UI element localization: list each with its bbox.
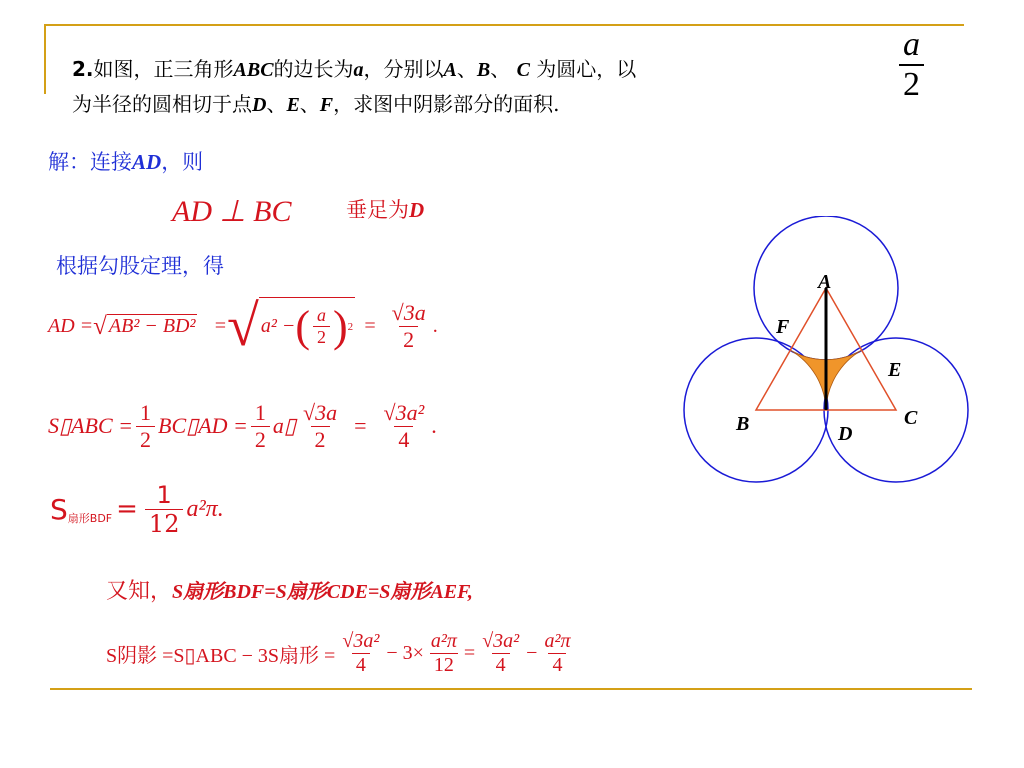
sep: 、 <box>490 57 517 81</box>
problem-text: ，分别以 <box>363 57 444 81</box>
foot-text: 垂足为 <box>346 198 409 222</box>
pythagoras-line: 根据勾股定理，得 <box>56 254 224 278</box>
sector-num: 1 <box>156 480 172 509</box>
label-d: D <box>838 423 853 445</box>
shaded-area-equation <box>106 618 577 688</box>
ad-result-num: √3a <box>391 299 426 325</box>
label-f: F <box>776 316 790 338</box>
sector-tail: a²π. <box>186 495 224 522</box>
minus-three: − 3× <box>386 641 424 664</box>
geometry-figure <box>680 216 980 496</box>
problem-text: 为圆心，以 <box>529 57 637 81</box>
left-rule <box>44 24 46 94</box>
frac-den: 2 <box>313 326 330 348</box>
ad-root-content: AB² − BD² <box>108 314 196 337</box>
foot-statement <box>346 194 424 224</box>
triangle-name: ABC <box>233 59 274 81</box>
label-b: B <box>736 413 750 435</box>
equals: = <box>213 314 227 337</box>
also-text: 又知， <box>106 579 173 604</box>
equals: = <box>463 641 476 664</box>
problem-text: 为半径的圆相切于点 <box>72 92 252 116</box>
area-r1-num: √3a <box>303 399 338 425</box>
ad-lhs: AD = <box>48 314 94 337</box>
point-b: B <box>476 59 491 81</box>
top-rule <box>44 24 964 26</box>
point-a: A <box>443 59 457 81</box>
sep: 、 <box>266 92 287 116</box>
area-r2-num: √3a² <box>383 399 425 425</box>
problem-text: ，求图中阴影部分的面积. <box>333 92 560 116</box>
radius-fraction <box>896 26 927 104</box>
area-lhs: S▯ABC = <box>48 413 134 438</box>
half-den: 2 <box>136 426 155 453</box>
point-f: F <box>319 94 334 116</box>
label-a: A <box>818 271 832 293</box>
shade-t3-den: 4 <box>492 653 510 677</box>
equal-sectors-line <box>106 574 473 605</box>
radius-num: a <box>903 26 920 63</box>
shade-t1-num: √3a² <box>342 629 380 652</box>
sep: 、 <box>299 92 320 116</box>
area-r1-den: 2 <box>311 426 330 453</box>
equals: = <box>116 494 138 524</box>
bottom-rule <box>50 688 972 690</box>
ad-equation: AD = √ AB² − BD² = √ a² − ( $\frac{a}{2}$ ) 2 = $\frac{√3a}{2}$ . <box>48 293 438 358</box>
shade-t1-den: 4 <box>352 653 370 677</box>
minus: − <box>526 641 538 664</box>
sector-den: 12 <box>145 509 184 538</box>
intro-text: ，则 <box>161 150 204 174</box>
shade-t4-den: 4 <box>548 653 566 677</box>
shade-t4-num: a²π <box>544 629 571 652</box>
ad-result-den: 2 <box>399 326 418 353</box>
area-r2-den: 4 <box>394 426 413 453</box>
area-a: a▯ <box>272 413 297 438</box>
shade-lhs: S阴影 =S▯ABC − 3S扇形 = <box>106 644 336 667</box>
solution-intro <box>48 146 203 176</box>
label-e: E <box>888 359 902 381</box>
ad-root-2: √ a² − ( $\frac{a}{2}$ ) 2 <box>226 293 354 358</box>
triangle-area-equation: S▯ABC = $\frac{1}{2}$ BC▯AD = $\frac{1}{2}$ a▯ $\frac{√3a}{2}$ = $\frac{\text{√3a²}}{4}$ . <box>48 399 437 452</box>
half-num: 1 <box>140 399 152 425</box>
foot-point: D <box>409 198 425 222</box>
sector-sub: 扇形BDF <box>67 512 113 525</box>
point-d: D <box>252 94 267 116</box>
shade-t2-num: a²π <box>430 629 457 652</box>
label-c: C <box>904 407 918 429</box>
sector-area-equation <box>50 474 224 544</box>
segment-ad: AD <box>132 150 162 174</box>
radius-den: 2 <box>899 64 924 104</box>
sep: 、 <box>456 57 477 81</box>
problem-number: 2. <box>72 57 94 81</box>
shade-t3-num: √3a² <box>482 629 520 652</box>
area-mid: BC▯AD = <box>158 413 248 438</box>
problem-text: 的边长为 <box>273 57 354 81</box>
problem-statement <box>72 52 892 122</box>
frac-num: a <box>316 305 326 325</box>
shade-t2-den: 12 <box>430 653 458 677</box>
problem-text: 如图，正三角形 <box>93 57 234 81</box>
point-c: C <box>516 59 530 81</box>
sector-s: S <box>50 492 68 526</box>
ad-root: √ AB² − BD² <box>93 312 196 340</box>
intro-text: 解：连接 <box>48 150 132 174</box>
point-e: E <box>286 94 300 116</box>
side-var: a <box>353 59 364 81</box>
perpendicular-statement: AD ⊥ BC <box>172 195 292 228</box>
ad-inner: a² − <box>260 315 296 337</box>
equal-sectors: S扇形BDF=S扇形CDE=S扇形AEF, <box>172 581 473 603</box>
